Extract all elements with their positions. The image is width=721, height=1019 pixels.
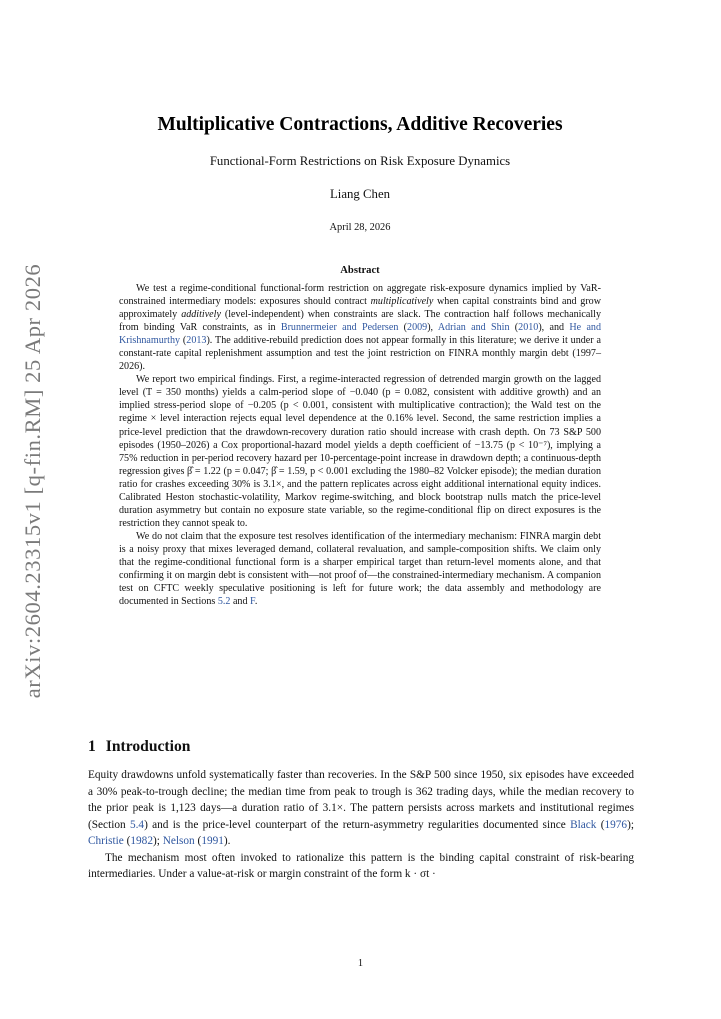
section-title: Introduction	[105, 738, 191, 755]
page-number: 1	[357, 958, 364, 969]
citation-link[interactable]: 2013	[186, 335, 207, 347]
intro-paragraph-2: The mechanism most often invoked to rationalize this pattern is the binding capital constraint of risk-bearing intermediaries. Under a value-at-risk or margin constraint of the form k · σt ·	[88, 851, 634, 881]
abstract-text: (	[398, 322, 408, 334]
abstract-paragraph-2: We report two empirical findings. First, a regime-interacted regression of detrended margin growth on the lagged level (T = 350 months) yields a calm-period slope of −0.040 (p = 0.082, consistent with additive growth) and an implied stress-period slope of −0.205 (p < 0.001, consistent with multiplicative contraction); the Wald test on the regime × level interaction rejects equal level dependence at the 0.16% level. Second, the same restriction implies a price-level prediction that the drawdown-recovery duration ratio should increase with crash depth. On 73 S&P 500 episodes (1950–2026) a Cox proportional-hazard model yields a depth coefficient of −13.75 (p < 10⁻⁷), implying a 75% reduction in per-period recovery hazard per 10-percentage-point increase in drawdown depth; a continuous-depth regression gives β̂ = 1.22 (p = 0.047; β̂ = 1.59, p < 0.001 excluding the 1980–82 Volcker episode); the median duration ratio for crashes exceeding 30% is 3.1×, and the pattern replicates across eight additional international equity indices. Calibrated Heston stochastic-volatility, Markov regime-switching, and block bootstrap nulls match the price-level duration asymmetry but contain no exposure state variable, so the regime-conditional flip on direct exposures is the restriction they cannot speak to.	[119, 374, 601, 529]
abstract-heading: Abstract	[340, 265, 380, 276]
citation-link[interactable]: 1991	[201, 835, 224, 848]
arxiv-id: arXiv:2604.23315v1 [q-fin.RM] 25 Apr 2026	[20, 263, 45, 699]
arxiv-side-stamp	[18, 263, 48, 699]
body-text: Equity drawdowns unfold systematically faster than recoveries. In the S&P 500 since 1950, six episodes have exceeded a 30% peak-to-trough decline; the median time from peak to trough is 362 trading days, while the median recovery to the prior peak is 1,123 days—a duration ratio of 3.1×. The pattern persists across markets and institutional regimes (Section	[88, 769, 634, 831]
abstract-text: ),	[427, 322, 438, 334]
abstract-text: and	[230, 596, 251, 608]
paper-author: Liang Chen	[329, 187, 391, 201]
abstract-text: We do not claim that the exposure test resolves identification of the intermediary mechanism: FINRA margin debt is a noisy proxy that mixes leveraged demand, collateral revaluation, and sample-composition shifts. We claim only that the regime-conditional functional form is a sharper empirical target than return-level moments alone, and that confirming it on margin debt is consistent with—not proof of—the constrained-intermediary mechanism. A companion test on CFTC weekly speculative positioning is left for future work; the data assembly and methodology are documented in Sections	[119, 530, 601, 608]
citation-link[interactable]: Brunnermeier and Pedersen	[280, 322, 399, 334]
body-text: (	[596, 818, 605, 831]
citation-link[interactable]: 2010	[518, 322, 539, 334]
citation-link[interactable]: Adrian and Shin	[437, 322, 510, 334]
abstract-paragraph-1	[119, 282, 601, 373]
abstract-text: ). The additive-rebuild prediction does not appear formally in this literature; we derive it under a constant-rate capital replenishment assumption and test the joint restriction on FINRA monthly margin debt (1997–2026).	[119, 335, 601, 373]
citation-link[interactable]: Christie	[88, 835, 124, 848]
body-text: (	[194, 835, 202, 848]
section-number: 1	[88, 738, 96, 755]
paper-date: April 28, 2026	[329, 222, 391, 233]
abstract-text: when capital constraints bind and grow approximately	[119, 296, 601, 321]
citation-link[interactable]: Black	[570, 818, 597, 831]
section-heading-introduction	[88, 738, 190, 756]
abstract-text: (	[509, 322, 519, 334]
citation-link[interactable]: He and Krishnamurthy	[119, 322, 602, 347]
introduction-body	[88, 767, 634, 883]
section-link[interactable]: 5.4	[129, 818, 145, 831]
body-text: );	[627, 818, 634, 831]
abstract-body	[119, 282, 601, 608]
abstract-text: .	[254, 596, 258, 608]
section-link[interactable]: F	[250, 596, 255, 608]
abstract-text: (level-independent) when constraints are slack. The contraction half follows mechanically from binding VaR constraints, as in	[119, 309, 601, 334]
abstract-emphasis: additively	[181, 309, 221, 321]
abstract-paragraph-3	[119, 530, 601, 608]
body-text: ) and is the price-level counterpart of the return-asymmetry regularities documented since	[144, 818, 571, 831]
body-text: );	[152, 835, 163, 848]
abstract-text: ), and	[538, 322, 570, 334]
citation-link[interactable]: 1982	[130, 835, 153, 848]
paper-title: Multiplicative Contractions, Additive Recoveries	[157, 114, 563, 135]
abstract-emphasis: multiplicatively	[370, 296, 434, 308]
body-text: (	[123, 835, 131, 848]
abstract-text: We test a regime-conditional functional-form restriction on aggregate risk-exposure dynamics implied by VaR-constrained intermediary models: exposures should contract	[119, 283, 601, 308]
intro-paragraph-1	[88, 767, 634, 850]
section-link[interactable]: 5.2	[217, 596, 231, 608]
citation-link[interactable]: 2009	[407, 322, 428, 334]
citation-link[interactable]: Nelson	[162, 835, 195, 848]
paper-subtitle: Functional-Form Restrictions on Risk Exposure Dynamics	[209, 154, 511, 168]
citation-link[interactable]: 1976	[604, 818, 628, 831]
body-text: ).	[223, 835, 231, 848]
abstract-text: (	[180, 335, 187, 347]
